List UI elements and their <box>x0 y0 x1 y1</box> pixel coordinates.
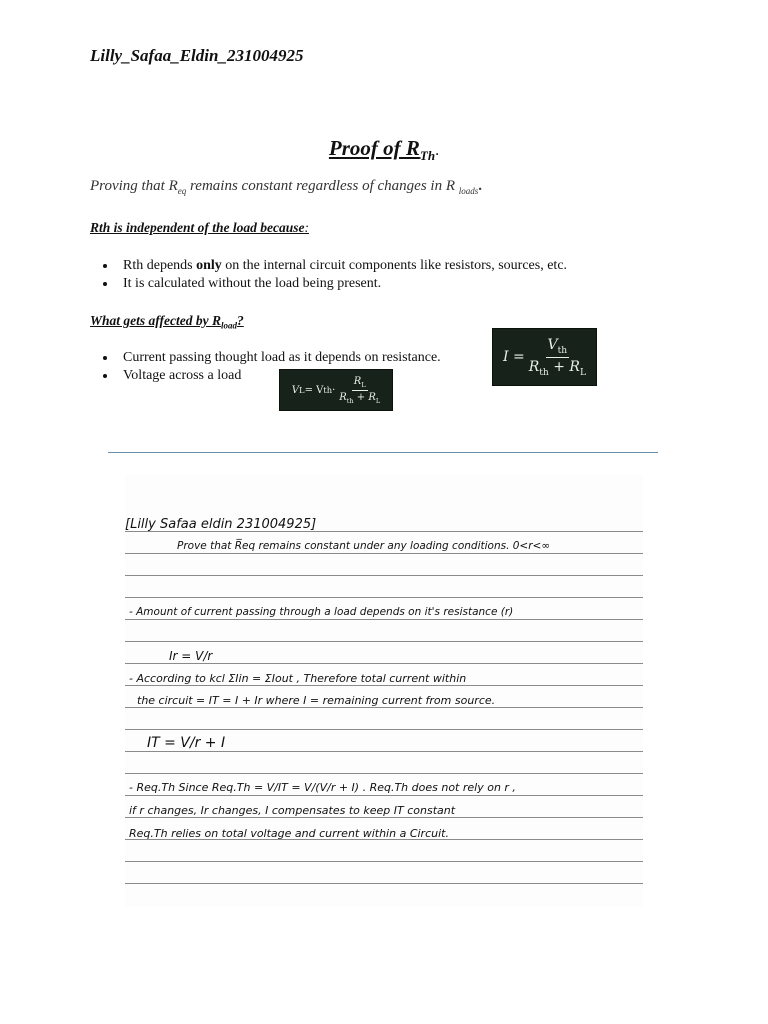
list-item: • Rth depends only on the internal circuit components like resistors, sources, etc. <box>117 257 567 275</box>
hw-line-prove: Prove that R̅eq remains constant under any loading conditions. 0<r<∞ <box>177 540 551 552</box>
list-item: • Current passing thought load as it depends on resistance. <box>117 349 441 367</box>
ruled-line <box>125 817 643 818</box>
list-item: • Voltage across a load <box>117 367 441 385</box>
section-heading-rload-effects: What gets affected by $R_{load}$? <box>90 313 244 331</box>
page-subtitle: Proving that $R_{eq}$ remains constant regardless of changes in R $_{loads}$. <box>90 178 483 196</box>
ruled-line <box>125 883 643 884</box>
ruled-line <box>125 795 643 796</box>
list-item: • It is calculated without the load being present. <box>117 275 567 293</box>
ruled-line <box>125 553 643 554</box>
page-title: Proof of $R_{Th}$ <box>328 136 436 164</box>
title-period: . <box>435 142 440 159</box>
hw-line-circuit: the circuit = IT = I + Ir where I = remaining current from source. <box>137 694 496 707</box>
author-name: Lilly_Safaa_Eldin_231004925 <box>90 46 304 65</box>
rth-reasons-list <box>97 257 567 293</box>
section-heading-rth-independent: Rth is independent of the load because: <box>90 220 310 235</box>
ruled-line <box>125 663 643 664</box>
current-formula-image: I = $\frac{V_{th}}{R_{th} + R_L}$ <box>492 328 597 386</box>
hw-line-changes: if r changes, Ir changes, I compensates to keep IT constant <box>129 804 456 817</box>
hw-line-current: - Amount of current passing through a load depends on it's resistance (r) <box>129 606 514 618</box>
ruled-line <box>125 685 643 686</box>
ruled-line <box>125 597 643 598</box>
voltage-formula-image: V L = V th · $\frac{R_L}{R_{th} + R_L}$ <box>279 369 393 411</box>
ruled-line <box>125 729 643 730</box>
hw-line-kcl: - According to kcl ΣIin = ΣIout , Therefore total current within <box>129 672 467 685</box>
ruled-line <box>125 707 643 708</box>
ruled-line <box>125 861 643 862</box>
ruled-line <box>125 751 643 752</box>
page-title-container <box>0 136 768 164</box>
ruled-line <box>125 641 643 642</box>
hw-line-relies: Req.Th relies on total voltage and current within a Circuit. <box>129 827 449 840</box>
handwritten-notes-image <box>125 475 643 907</box>
hw-line-it: IT = V/r + I <box>147 735 226 751</box>
hw-line-ir: Ir = V/r <box>169 649 213 663</box>
ruled-line <box>125 773 643 774</box>
ruled-line <box>125 619 643 620</box>
hw-line-req: - Req.Th Since Req.Th = V/IT = V/(V/r + I) . Req.Th does not rely on r , <box>129 781 516 794</box>
hw-line-name: [Lilly Safaa eldin 231004925] <box>125 517 317 532</box>
section-divider <box>108 452 658 453</box>
ruled-line <box>125 575 643 576</box>
